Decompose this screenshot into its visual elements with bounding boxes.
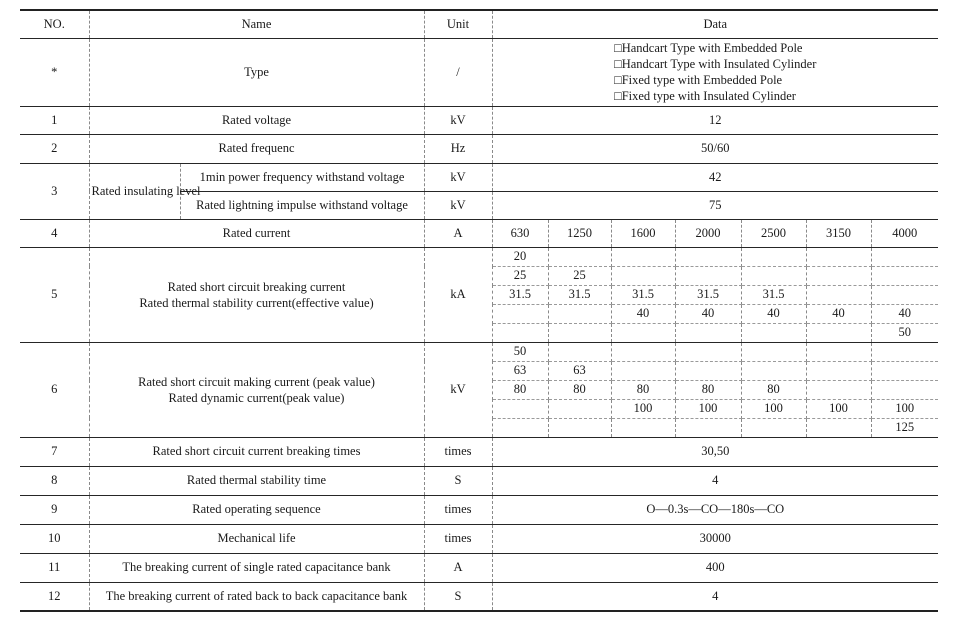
row-name: The breaking current of single rated capacitance bank — [89, 553, 424, 582]
grid-cell — [548, 323, 611, 342]
grid-cell — [806, 266, 871, 285]
row-name: Rated current — [89, 219, 424, 247]
grid-cell: 100 — [871, 399, 938, 418]
row-unit: times — [424, 437, 492, 466]
row-value: 30,50 — [492, 437, 938, 466]
row-name: Rated operating sequence — [89, 495, 424, 524]
grid-cell — [548, 304, 611, 323]
row-value: 4 — [492, 466, 938, 495]
table-row — [20, 219, 938, 247]
row-name-line: Rated thermal stability current(effective value) — [139, 295, 374, 310]
grid-cell — [548, 418, 611, 437]
row-no: 1 — [20, 106, 89, 134]
grid-cell — [548, 247, 611, 266]
spec-table — [20, 9, 938, 612]
row-unit: Hz — [424, 134, 492, 163]
grid-cell: 31.5 — [675, 285, 741, 304]
grid-cell: 25 — [492, 266, 548, 285]
row-name-line: Rated dynamic current(peak value) — [168, 390, 345, 405]
row-unit: A — [424, 553, 492, 582]
table-row — [20, 106, 938, 134]
grid-cell: 25 — [548, 266, 611, 285]
table-row — [20, 524, 938, 553]
grid-cell — [806, 323, 871, 342]
current-cell: 2500 — [741, 219, 806, 247]
grid-cell — [871, 342, 938, 361]
grid-cell — [675, 342, 741, 361]
grid-cell: 100 — [741, 399, 806, 418]
grid-cell: 20 — [492, 247, 548, 266]
grid-cell: 63 — [548, 361, 611, 380]
type-options — [492, 38, 938, 106]
table-row — [20, 163, 938, 191]
current-cell: 1250 — [548, 219, 611, 247]
row-value: 75 — [492, 191, 938, 219]
grid-cell: 40 — [871, 304, 938, 323]
row-unit: kV — [424, 163, 492, 191]
row-no: 7 — [20, 437, 89, 466]
row-name-line: Rated short circuit breaking current — [167, 279, 346, 294]
row-no: 9 — [20, 495, 89, 524]
grid-cell: 100 — [675, 399, 741, 418]
row-no: 10 — [20, 524, 89, 553]
grid-cell — [492, 304, 548, 323]
grid-cell — [492, 399, 548, 418]
grid-cell: 80 — [548, 380, 611, 399]
current-cell: 630 — [492, 219, 548, 247]
row-name: Rated voltage — [89, 106, 424, 134]
type-option-list — [614, 40, 816, 104]
grid-cell — [492, 323, 548, 342]
row-name: Rated frequenc — [89, 134, 424, 163]
grid-cell — [871, 361, 938, 380]
row-name: Type — [89, 38, 424, 106]
row-unit: S — [424, 582, 492, 611]
grid-cell — [871, 380, 938, 399]
row-name: The breaking current of rated back to back capacitance bank — [89, 582, 424, 611]
row-no: 11 — [20, 553, 89, 582]
row-name: Mechanical life — [89, 524, 424, 553]
type-option: □Fixed type with Embedded Pole — [614, 73, 783, 87]
grid-cell: 63 — [492, 361, 548, 380]
row-unit: S — [424, 466, 492, 495]
grid-cell — [548, 342, 611, 361]
table-row — [20, 553, 938, 582]
row-name: 1min power frequency withstand voltage — [180, 163, 424, 191]
grid-cell: 80 — [611, 380, 675, 399]
grid-cell — [806, 342, 871, 361]
grid-cell — [741, 418, 806, 437]
header-name: Name — [89, 10, 424, 38]
table-row — [20, 582, 938, 611]
header-no: NO. — [20, 10, 89, 38]
grid-cell: 31.5 — [611, 285, 675, 304]
grid-cell — [741, 266, 806, 285]
current-cell: 2000 — [675, 219, 741, 247]
grid-cell — [492, 418, 548, 437]
grid-cell: 31.5 — [741, 285, 806, 304]
row-value: 50/60 — [492, 134, 938, 163]
grid-cell: 40 — [741, 304, 806, 323]
row-value: 4 — [492, 582, 938, 611]
grid-cell — [806, 285, 871, 304]
row-unit: A — [424, 219, 492, 247]
header-unit: Unit — [424, 10, 492, 38]
row-no: * — [20, 38, 89, 106]
table-row — [20, 134, 938, 163]
type-option: □Fixed type with Insulated Cylinder — [614, 89, 796, 103]
row-unit: kV — [424, 191, 492, 219]
grid-cell: 80 — [675, 380, 741, 399]
grid-cell — [741, 342, 806, 361]
grid-cell: 50 — [492, 342, 548, 361]
row-no: 2 — [20, 134, 89, 163]
grid-cell — [806, 380, 871, 399]
row-no: 5 — [20, 247, 89, 342]
row-value: 42 — [492, 163, 938, 191]
table-row — [20, 342, 938, 361]
grid-cell — [741, 361, 806, 380]
table-row — [20, 247, 938, 266]
row-value: 12 — [492, 106, 938, 134]
current-cell: 3150 — [806, 219, 871, 247]
row-unit: / — [424, 38, 492, 106]
type-option: □Handcart Type with Insulated Cylinder — [614, 57, 817, 71]
table-row — [20, 466, 938, 495]
row-value: 400 — [492, 553, 938, 582]
row-no: 6 — [20, 342, 89, 437]
grid-cell: 40 — [611, 304, 675, 323]
grid-cell — [675, 247, 741, 266]
grid-cell — [806, 418, 871, 437]
grid-cell — [611, 361, 675, 380]
grid-cell — [806, 361, 871, 380]
grid-cell — [611, 323, 675, 342]
table-row — [20, 495, 938, 524]
grid-cell — [871, 266, 938, 285]
row-unit: kV — [424, 106, 492, 134]
row-name — [89, 247, 424, 342]
grid-cell — [675, 266, 741, 285]
grid-cell: 80 — [492, 380, 548, 399]
current-cell: 1600 — [611, 219, 675, 247]
grid-cell — [611, 342, 675, 361]
current-cell: 4000 — [871, 219, 938, 247]
table-row — [20, 437, 938, 466]
grid-cell — [548, 399, 611, 418]
row-unit: times — [424, 495, 492, 524]
grid-cell — [611, 418, 675, 437]
row-value: O—0.3s—CO—180s—CO — [492, 495, 938, 524]
row-unit: times — [424, 524, 492, 553]
grid-cell — [611, 247, 675, 266]
grid-cell — [741, 247, 806, 266]
row-no: 12 — [20, 582, 89, 611]
grid-cell — [675, 418, 741, 437]
row-unit: kV — [424, 342, 492, 437]
header-data: Data — [492, 10, 938, 38]
grid-cell — [611, 266, 675, 285]
grid-cell: 100 — [806, 399, 871, 418]
grid-cell — [806, 247, 871, 266]
insulating-level-label: Rated insulating level — [89, 163, 180, 219]
row-no: 4 — [20, 219, 89, 247]
grid-cell — [741, 323, 806, 342]
grid-cell: 100 — [611, 399, 675, 418]
header-row — [20, 10, 938, 38]
row-unit: kA — [424, 247, 492, 342]
row-no: 8 — [20, 466, 89, 495]
row-name — [89, 342, 424, 437]
grid-cell: 50 — [871, 323, 938, 342]
grid-cell: 40 — [675, 304, 741, 323]
grid-cell — [871, 285, 938, 304]
grid-cell: 80 — [741, 380, 806, 399]
grid-cell — [871, 247, 938, 266]
grid-cell: 31.5 — [548, 285, 611, 304]
grid-cell: 40 — [806, 304, 871, 323]
row-name: Rated thermal stability time — [89, 466, 424, 495]
row-value: 30000 — [492, 524, 938, 553]
grid-cell — [675, 323, 741, 342]
grid-cell: 125 — [871, 418, 938, 437]
row-no: 3 — [20, 163, 89, 219]
grid-cell — [675, 361, 741, 380]
row-name: Rated lightning impulse withstand voltage — [180, 191, 424, 219]
type-option: □Handcart Type with Embedded Pole — [614, 41, 803, 55]
row-name-line: Rated short circuit making current (peak value) — [138, 374, 375, 389]
table-row — [20, 38, 938, 106]
row-name: Rated short circuit current breaking times — [89, 437, 424, 466]
grid-cell: 31.5 — [492, 285, 548, 304]
